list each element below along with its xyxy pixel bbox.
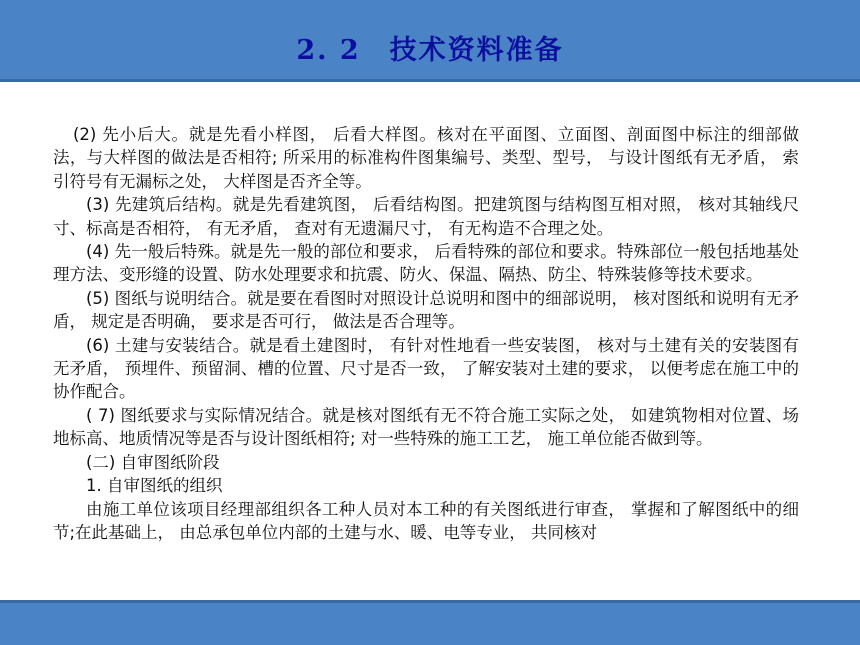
paragraph-architecture-before-structure: (3) 先建筑后结构。就是先看建筑图， 后看结构图。把建筑图与结构图互相对照， 核对其轴线尺寸、标高是否相符， 有无矛盾， 查对有无遗漏尺寸， 有无构造不合理之处。 xyxy=(53,195,799,238)
slide-title: 2. 2 技术资料准备 xyxy=(296,35,564,66)
subheading-self-review-organization: 1. 自审图纸的组织 xyxy=(86,476,223,496)
section-heading-self-review: (二) 自审图纸阶段 xyxy=(86,452,220,472)
paragraph-small-before-large: (2) 先小后大。就是先看小样图， 后看大样图。核对在平面图、立面图、剖面图中标注的细部做法，与大样图的做法是否相符; 所采用的标准构件图集编号、类型、型号， 与设计图纸有无矛盾， 索引符号有无漏标之处， 大样图是否齐全等。 xyxy=(53,125,799,191)
paragraph-drawings-with-notes: (5) 图纸与说明结合。就是要在看图时对照设计总说明和图中的细部说明， 核对图纸和说明有无矛盾， 规定是否明确， 要求是否可行， 做法是否合理等。 xyxy=(53,288,799,332)
paragraph-general-before-special: (4) 先一般后特殊。就是先一般的部位和要求， 后看特殊的部位和要求。特殊部位一般包括地基处理方法、变形缝的设置、防水处理要求和抗震、防火、保温、隔热、防尘、特殊装修等技术要求。 xyxy=(53,242,799,285)
footer-bar xyxy=(0,600,860,645)
paragraph-self-review-organization: 由施工单位该项目经理部组织各工种人员对本工种的有关图纸进行审查， 掌握和了解图纸中的细节;在此基础上， 由总承包单位内部的土建与水、暖、电等专业， 共同核对 xyxy=(53,499,799,542)
title-bar xyxy=(0,0,860,82)
body-text xyxy=(53,123,799,544)
paragraph-requirements-with-reality: ( 7) 图纸要求与实际情况结合。就是核对图纸有无不符合施工实际之处， 如建筑物相对位置、场地标高、地质情况等是否与设计图纸相符; 对一些特殊的施工工艺， 施工单位能否做到等。 xyxy=(53,405,799,449)
paragraph-civil-with-installation: (6) 土建与安装结合。就是看土建图时， 有针对性地看一些安装图， 核对与土建有关的安装图有无矛盾， 预埋件、预留洞、槽的位置、尺寸是否一致， 了解安装对土建的要求， 以便考虑在施工中的协作配合。 xyxy=(53,335,799,402)
